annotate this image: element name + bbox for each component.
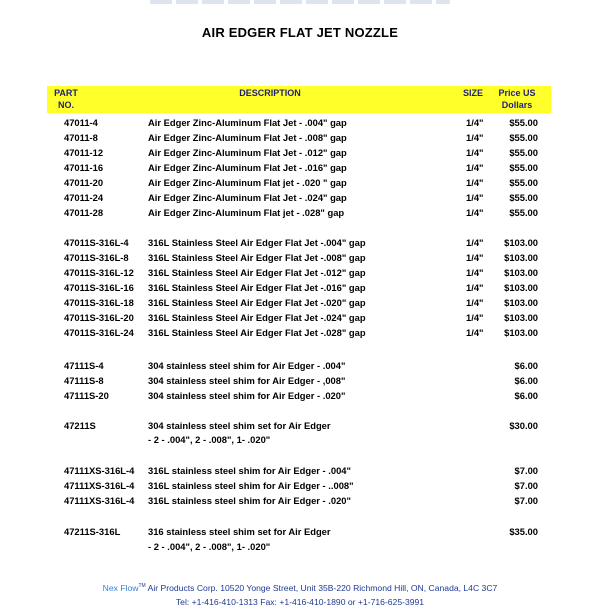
part-number: 47011S-316L-20 xyxy=(64,312,134,323)
size: 1/4" xyxy=(466,237,484,248)
header-size: SIZE xyxy=(462,88,483,98)
part-number: 47011S-316L-12 xyxy=(64,267,134,278)
part-number: 47111XS-316L-4 xyxy=(64,495,135,506)
description: 316L stainless steel shim for Air Edger - ..008" xyxy=(148,480,354,491)
description: 316L Stainless Steel Air Edger Flat Jet -.016" gap xyxy=(148,282,366,293)
header-part-line2: NO. xyxy=(57,100,74,110)
header-description: DESCRIPTION xyxy=(239,88,301,98)
description: 316L stainless steel shim for Air Edger - .004" xyxy=(148,465,351,476)
description: 316 stainless steel shim set for Air Edger xyxy=(148,526,331,537)
size: 1/4" xyxy=(466,117,484,128)
part-number: 47111S-4 xyxy=(64,360,104,371)
footer-address-text: Air Products Corp. 10520 Yonge Street, Unit 35B-220 Richmond Hill, ON, Canada, L4C 3C7 xyxy=(145,583,498,593)
price: $55.00 xyxy=(509,192,538,203)
part-number: 47011-16 xyxy=(64,162,104,173)
description: 316L Stainless Steel Air Edger Flat Jet -.008" gap xyxy=(148,252,366,263)
size: 1/4" xyxy=(466,177,484,188)
table-row xyxy=(0,480,600,494)
description: 316L Stainless Steel Air Edger Flat Jet -.024" gap xyxy=(148,312,366,323)
size: 1/4" xyxy=(466,147,484,158)
part-number: 47011-20 xyxy=(64,177,104,188)
size: 1/4" xyxy=(466,312,484,323)
price: $55.00 xyxy=(509,147,538,158)
size: 1/4" xyxy=(466,132,484,143)
part-number: 47011-8 xyxy=(64,132,98,143)
table-row xyxy=(0,327,600,341)
header-price-line1: Price US xyxy=(498,88,536,98)
description: 304 stainless steel shim for Air Edger - .020" xyxy=(148,390,346,401)
table-row xyxy=(0,420,600,434)
header-price xyxy=(493,87,541,111)
size: 1/4" xyxy=(466,282,484,293)
size: 1/4" xyxy=(466,267,484,278)
part-number: 47011S-316L-18 xyxy=(64,297,134,308)
description: 316L Stainless Steel Air Edger Flat Jet -.028" gap xyxy=(148,327,366,338)
top-banner-strip xyxy=(150,0,450,4)
price: $7.00 xyxy=(514,480,538,491)
part-number: 47111S-20 xyxy=(64,390,109,401)
table-row xyxy=(0,267,600,281)
table-row xyxy=(0,132,600,146)
table-row xyxy=(0,360,600,374)
table-row xyxy=(0,526,600,540)
size: 1/4" xyxy=(466,192,484,203)
price: $103.00 xyxy=(504,312,538,323)
part-number: 47011S-316L-16 xyxy=(64,282,134,293)
price: $55.00 xyxy=(509,207,538,218)
price: $103.00 xyxy=(504,297,538,308)
description: 304 stainless steel shim set for Air Edger xyxy=(148,420,331,431)
price: $103.00 xyxy=(504,267,538,278)
description: Air Edger Zinc-Aluminum Flat jet - .020 " gap xyxy=(148,177,347,188)
price: $103.00 xyxy=(504,252,538,263)
price: $7.00 xyxy=(514,495,538,506)
part-number: 47111XS-316L-4 xyxy=(64,480,135,491)
table-row xyxy=(0,162,600,176)
price: $7.00 xyxy=(514,465,538,476)
table-row xyxy=(0,297,600,311)
description: 316L Stainless Steel Air Edger Flat Jet -.004" gap xyxy=(148,237,366,248)
description: Air Edger Zinc-Aluminum Flat Jet - .012" gap xyxy=(148,147,347,158)
header-price-line2: Dollars xyxy=(501,100,533,110)
table-row xyxy=(0,192,600,206)
part-number: 47011-4 xyxy=(64,117,98,128)
price: $55.00 xyxy=(509,117,538,128)
table-row xyxy=(0,465,600,479)
part-number: 47011-12 xyxy=(64,147,104,158)
description: 316L stainless steel shim for Air Edger - .020" xyxy=(148,495,351,506)
table-row xyxy=(0,117,600,131)
size: 1/4" xyxy=(466,327,484,338)
table-header xyxy=(47,86,551,113)
part-number: 47011S-316L-8 xyxy=(64,252,129,263)
table-row xyxy=(0,282,600,296)
description: 316L Stainless Steel Air Edger Flat Jet -.020" gap xyxy=(148,297,366,308)
description: 304 stainless steel shim for Air Edger - ,008" xyxy=(148,375,346,386)
table-row xyxy=(0,177,600,191)
footer-address xyxy=(0,583,600,593)
table-row xyxy=(0,434,600,448)
price: $55.00 xyxy=(509,177,538,188)
part-number: 47211S xyxy=(64,420,96,431)
size: 1/4" xyxy=(466,297,484,308)
price: $55.00 xyxy=(509,162,538,173)
description: 316L Stainless Steel Air Edger Flat Jet -.012" gap xyxy=(148,267,366,278)
price: $30.00 xyxy=(509,420,538,431)
size: 1/4" xyxy=(466,207,484,218)
price: $6.00 xyxy=(514,360,538,371)
table-row xyxy=(0,390,600,404)
table-row xyxy=(0,252,600,266)
description: - 2 - .004", 2 - .008", 1- .020" xyxy=(148,541,271,552)
size: 1/4" xyxy=(466,252,484,263)
table-row xyxy=(0,541,600,555)
part-number: 47011-28 xyxy=(64,207,104,218)
footer-trademark: TM xyxy=(138,583,146,590)
price: $103.00 xyxy=(504,327,538,338)
price: $103.00 xyxy=(504,237,538,248)
part-number: 47211S-316L xyxy=(64,526,121,537)
table-row xyxy=(0,312,600,326)
footer-contact: Tel: +1-416-410-1313 Fax: +1-416-410-1890 or +1-716-625-3991 xyxy=(175,597,425,607)
price: $6.00 xyxy=(514,390,538,401)
table-row xyxy=(0,147,600,161)
part-number: 47011S-316L-24 xyxy=(64,327,134,338)
price: $103.00 xyxy=(504,282,538,293)
part-number: 47011-24 xyxy=(64,192,104,203)
size: 1/4" xyxy=(466,162,484,173)
table-row xyxy=(0,237,600,251)
description: 304 stainless steel shim for Air Edger - .004" xyxy=(148,360,346,371)
table-row xyxy=(0,375,600,389)
table-row xyxy=(0,207,600,221)
part-number: 47011S-316L-4 xyxy=(64,237,129,248)
table-row xyxy=(0,495,600,509)
description: Air Edger Zinc-Aluminum Flat jet - .028" gap xyxy=(148,207,345,218)
description: Air Edger Zinc-Aluminum Flat Jet - .004" gap xyxy=(148,117,347,128)
header-part-line1: PART xyxy=(54,88,78,98)
page-title: AIR EDGER FLAT JET NOZZLE xyxy=(201,25,399,40)
header-part xyxy=(47,87,85,111)
price: $55.00 xyxy=(509,132,538,143)
footer-brand: Nex Flow xyxy=(102,583,139,593)
price: $35.00 xyxy=(509,526,538,537)
part-number: 47111S-8 xyxy=(64,375,104,386)
description: Air Edger Zinc-Aluminum Flat Jet - .024" gap xyxy=(148,192,347,203)
description: Air Edger Zinc-Aluminum Flat Jet - .016" gap xyxy=(148,162,347,173)
part-number: 47111XS-316L-4 xyxy=(64,465,135,476)
price: $6.00 xyxy=(514,375,538,386)
description: Air Edger Zinc-Aluminum Flat Jet - .008" gap xyxy=(148,132,347,143)
description: - 2 - .004", 2 - .008", 1- .020" xyxy=(148,434,271,445)
